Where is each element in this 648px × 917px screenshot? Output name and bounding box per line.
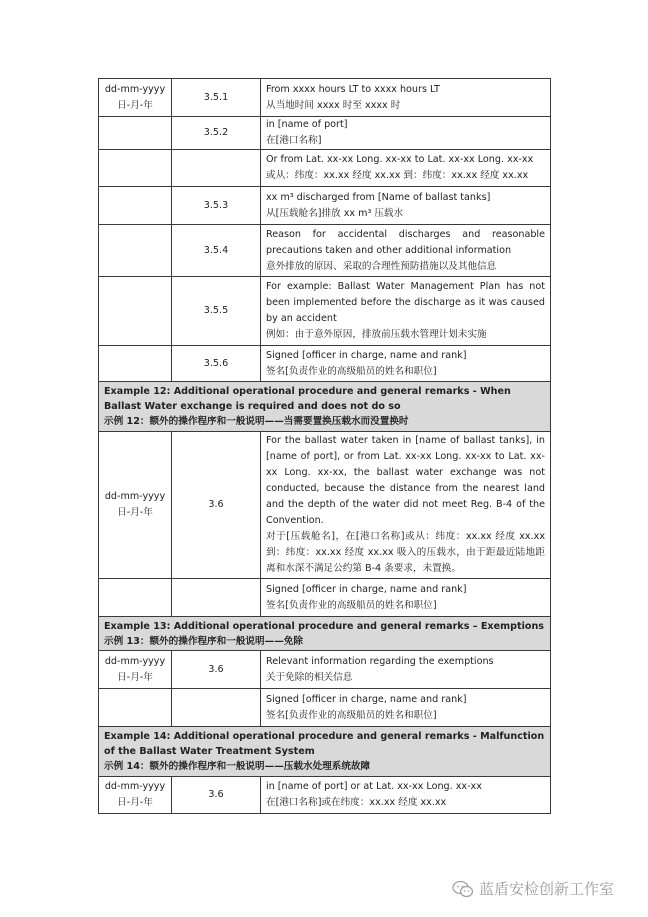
text-line: Example 13: Additional operational procedure and general remarks – Exemptions <box>104 620 544 632</box>
item-number-cell: 3.6 <box>172 651 261 689</box>
text-line: 在[港口名称] <box>266 135 322 146</box>
text-line: Reason for accidental discharges and reasonable precautions taken and other additional information <box>266 228 545 256</box>
date-cell <box>99 79 172 117</box>
text-line: 对于[压载舱名]，在[港口名称]或从：纬度：xx.xx 经度 xx.xx 到：纬度：xx.xx 经度 xx.xx 吸入的压载水，由于距最近陆地距离和水深不满足公约第 B-4 条要求，未置换。 <box>266 531 545 574</box>
text-line: 从[压载舱名]排放 xx m³ 压载水 <box>266 207 404 219</box>
text-line: For example: Ballast Water Management Plan has not been implemented before the discharge as it was caused by an accident <box>266 281 545 324</box>
text-line: Example 12: Additional operational procedure and general remarks - When Ballast Water exchange is required and does not do so <box>104 386 511 412</box>
record-row <box>99 187 551 225</box>
date-cell <box>99 346 172 382</box>
record-text-cell <box>261 117 551 150</box>
record-text-cell <box>261 225 551 277</box>
item-number-cell <box>172 150 261 187</box>
text-line: 意外排放的原因、采取的合理性预防措施以及其他信息 <box>266 260 497 272</box>
text-line: 日-月-年 <box>117 797 153 808</box>
record-row <box>99 346 551 382</box>
text-line: 签名[负责作业的高级船员的姓名和职位] <box>266 365 437 377</box>
text-line: in [name of port] or at Lat. xx-xx Long. xx-xx <box>266 781 482 792</box>
record-row <box>99 277 551 346</box>
example-header-cell <box>99 727 551 777</box>
text-line: 示例 14：额外的操作程序和一般说明——压载水处理系统故障 <box>104 761 371 772</box>
record-text-cell <box>261 432 551 579</box>
example-header-row <box>99 727 551 777</box>
record-text-cell <box>261 651 551 689</box>
text-line: Signed [officer in charge, name and rank] <box>266 583 467 595</box>
text-line: For the ballast water taken in [name of ballast tanks], in [name of port], or from Lat. xx-xx Long. xx-xx to Lat. xx-xx Long. xx-xx, the ballast water exchange was not conducted, because the distance from the nearest land and the depth of the water did not meet Reg. B-4 of the Convention. <box>266 435 545 526</box>
date-cell <box>99 651 172 689</box>
date-cell <box>99 225 172 277</box>
record-row <box>99 579 551 617</box>
text-line: dd-mm-yyyy <box>104 655 166 667</box>
text-line: 签名[负责作业的高级船员的姓名和职位] <box>266 599 437 611</box>
item-number-cell: 3.5.4 <box>172 225 261 277</box>
item-number-cell: 3.5.3 <box>172 187 261 225</box>
record-text-cell <box>261 579 551 617</box>
text-line: 签名[负责作业的高级船员的姓名和职位] <box>266 709 437 721</box>
text-line: in [name of port] <box>266 119 348 130</box>
date-cell <box>99 277 172 346</box>
date-cell <box>99 117 172 150</box>
date-cell <box>99 432 172 579</box>
text-line: Example 14: Additional operational procedure and general remarks - Malfunction of the Ballast Water Treatment System <box>104 731 545 757</box>
item-number-cell: 3.5.6 <box>172 346 261 382</box>
text-line: Relevant information regarding the exemptions <box>266 655 494 667</box>
example-header-cell <box>99 617 551 651</box>
record-text-cell <box>261 277 551 346</box>
text-line: 或从：纬度：xx.xx 经度 xx.xx 到：纬度：xx.xx 经度 xx.xx <box>266 170 529 181</box>
text-line: 关于免除的相关信息 <box>266 671 353 683</box>
record-row <box>99 117 551 150</box>
text-line: Or from Lat. xx-xx Long. xx-xx to Lat. xx-xx Long. xx-xx <box>266 154 534 165</box>
record-row <box>99 432 551 579</box>
record-row <box>99 79 551 117</box>
text-line: 例如：由于意外原因，排放前压载水管理计划未实施 <box>266 329 487 340</box>
text-line: 日-月-年 <box>117 507 153 518</box>
item-number-cell: 3.5.2 <box>172 117 261 150</box>
text-line: 在[港口名称]或在纬度：xx.xx 经度 xx.xx <box>266 797 447 808</box>
example-header-cell <box>99 382 551 432</box>
text-line: 从当地时间 xxxx 时至 xxxx 时 <box>266 99 401 111</box>
text-line: Signed [officer in charge, name and rank] <box>266 693 467 705</box>
item-number-cell: 3.6 <box>172 777 261 814</box>
record-row <box>99 150 551 187</box>
example-header-row <box>99 617 551 651</box>
record-row <box>99 777 551 814</box>
date-cell <box>99 777 172 814</box>
date-cell <box>99 579 172 617</box>
text-line: dd-mm-yyyy <box>104 781 166 792</box>
text-line: dd-mm-yyyy <box>104 83 166 95</box>
record-text-cell <box>261 79 551 117</box>
item-number-cell <box>172 579 261 617</box>
watermark <box>452 878 614 899</box>
text-line: 日-月-年 <box>117 99 153 111</box>
record-table-body <box>99 79 551 814</box>
text-line: 示例 13：额外的操作程序和一般说明——免除 <box>104 635 303 647</box>
text-line: From xxxx hours LT to xxxx hours LT <box>266 83 440 95</box>
text-line: dd-mm-yyyy <box>104 491 166 502</box>
record-row <box>99 689 551 727</box>
watermark-text: 蓝盾安检创新工作室 <box>479 880 615 898</box>
ballast-water-record-table <box>98 78 551 814</box>
item-number-cell: 3.5.1 <box>172 79 261 117</box>
item-number-cell: 3.6 <box>172 432 261 579</box>
text-line: 示例 12：额外的操作程序和一般说明——当需要置换压载水而没置换时 <box>104 416 409 427</box>
item-number-cell <box>172 689 261 727</box>
record-row <box>99 651 551 689</box>
text-line: 日-月-年 <box>117 671 153 683</box>
record-row <box>99 225 551 277</box>
text-line: xx m³ discharged from [Name of ballast tanks] <box>266 191 491 203</box>
date-cell <box>99 187 172 225</box>
date-cell <box>99 689 172 727</box>
record-text-cell <box>261 777 551 814</box>
record-text-cell <box>261 346 551 382</box>
text-line: Signed [officer in charge, name and rank] <box>266 349 467 361</box>
date-cell <box>99 150 172 187</box>
record-text-cell <box>261 689 551 727</box>
record-text-cell <box>261 187 551 225</box>
example-header-row <box>99 382 551 432</box>
record-text-cell <box>261 150 551 187</box>
item-number-cell: 3.5.5 <box>172 277 261 346</box>
wechat-icon <box>452 880 474 898</box>
